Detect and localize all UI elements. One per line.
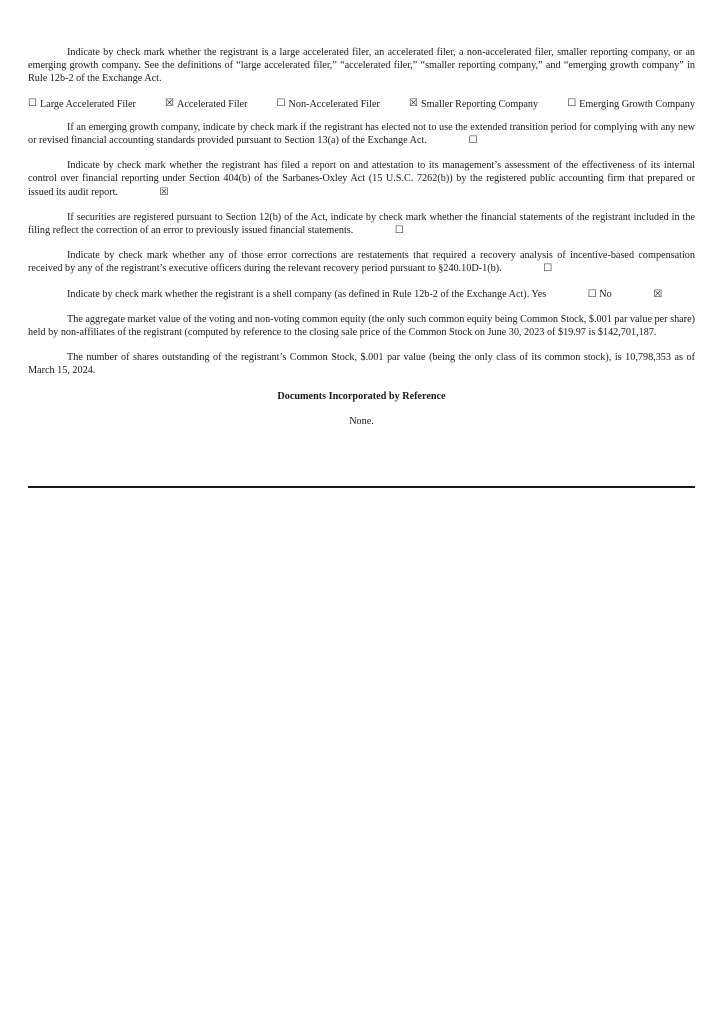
filer-option-label: Emerging Growth Company <box>579 98 695 110</box>
cover-page-content <box>28 46 695 428</box>
recovery-analysis-text: Indicate by check mark whether any of those error corrections are restatements that required a recovery analysis of incentive-based compensation received by any of the registrant’s executive officers during the relevant recovery period pursuant to §240.10D-1(b). <box>28 250 695 275</box>
shell-no-label: No <box>599 288 612 300</box>
market-value-paragraph <box>28 313 695 339</box>
filer-option-emerging-growth[interactable] <box>567 98 695 111</box>
internal-control-paragraph <box>28 159 695 199</box>
checkbox-checked-icon[interactable]: ☒ <box>408 98 418 110</box>
documents-incorporated-heading: Documents Incorporated by Reference <box>277 390 446 402</box>
filer-option-label: Large Accelerated Filer <box>39 98 136 110</box>
filer-status-text: Indicate by check mark whether the registrant is a large accelerated filer, an accelerated filer, a non-accelerated filer, smaller reporting company, or an emerging growth company. See the definitions of “large accelerated filer,” “accelerated filer,” “smaller reporting company,” and “emerging growth company” in Rule 12b-2 of the Exchange Act. <box>28 47 695 85</box>
filer-option-label: Accelerated Filer <box>177 98 248 110</box>
checkbox-icon[interactable]: ☐ <box>567 98 577 110</box>
filer-option-non-accelerated[interactable] <box>277 98 380 111</box>
error-correction-text: If securities are registered pursuant to Section 12(b) of the Act, indicate by check mark whether the financial statements of the registrant included in the filing reflect the correction of an error to previously issued financial statements. <box>28 211 695 237</box>
recovery-analysis-paragraph <box>28 249 695 275</box>
checkbox-checked-icon[interactable]: ☒ <box>165 98 175 110</box>
checkbox-icon[interactable]: ☐ <box>468 135 478 147</box>
filer-option-large-accelerated[interactable] <box>28 98 136 111</box>
internal-control-text: Indicate by check mark whether the registrant has filed a report on and attestation to its management’s assessment of the effectiveness of its internal control over financial reporting under Section 404(b) of the Sarbanes-Oxley Act (15 U.S.C. 7262(b)) by the registered public accounting firm that prepared or issued its audit report. <box>28 160 695 198</box>
checkbox-icon[interactable]: ☐ <box>28 98 37 110</box>
page-divider <box>28 486 695 488</box>
filer-option-label: Smaller Reporting Company <box>420 98 539 110</box>
shell-no-checkbox-checked-icon[interactable]: ☒ <box>653 288 663 300</box>
shares-outstanding-text: The number of shares outstanding of the registrant’s Common Stock, $.001 par value (being the only class of its common stock), is 10,798,353 as of March 15, 2024. <box>28 352 695 377</box>
filer-option-accelerated[interactable] <box>165 98 247 111</box>
shell-company-paragraph <box>28 288 695 301</box>
transition-period-text: If an emerging growth company, indicate by check mark if the registrant has elected not to use the extended transition period for complying with any new or revised financial accounting standards provided pursuant to Section 13(a) of the Exchange Act. <box>28 121 695 147</box>
checkbox-icon[interactable]: ☐ <box>276 98 286 110</box>
filer-option-label: Non-Accelerated Filer <box>288 98 380 110</box>
transition-period-paragraph <box>28 121 695 147</box>
documents-incorporated-value: None. <box>349 415 374 427</box>
checkbox-checked-icon[interactable]: ☒ <box>159 186 169 198</box>
checkbox-icon[interactable]: ☐ <box>394 225 404 237</box>
error-correction-paragraph <box>28 211 695 237</box>
checkbox-icon[interactable]: ☐ <box>543 263 553 275</box>
filer-options <box>28 98 695 111</box>
market-value-text: The aggregate market value of the voting and non-voting common equity (the only such common equity being Common Stock, $.001 par value per share) held by non-affiliates of the registrant (computed by reference to the closing sale price of the Common Stock on June 30, 2023 of $19.97 is $142,701,187. <box>28 313 695 339</box>
shell-yes-checkbox-icon[interactable]: ☐ <box>587 288 597 300</box>
shares-outstanding-paragraph <box>28 351 695 377</box>
shell-company-text: Indicate by check mark whether the registrant is a shell company (as defined in Rule 12b-2 of the Exchange Act). Yes <box>67 288 547 300</box>
filer-status-paragraph <box>28 46 695 86</box>
filer-option-smaller-reporting[interactable] <box>409 98 538 111</box>
